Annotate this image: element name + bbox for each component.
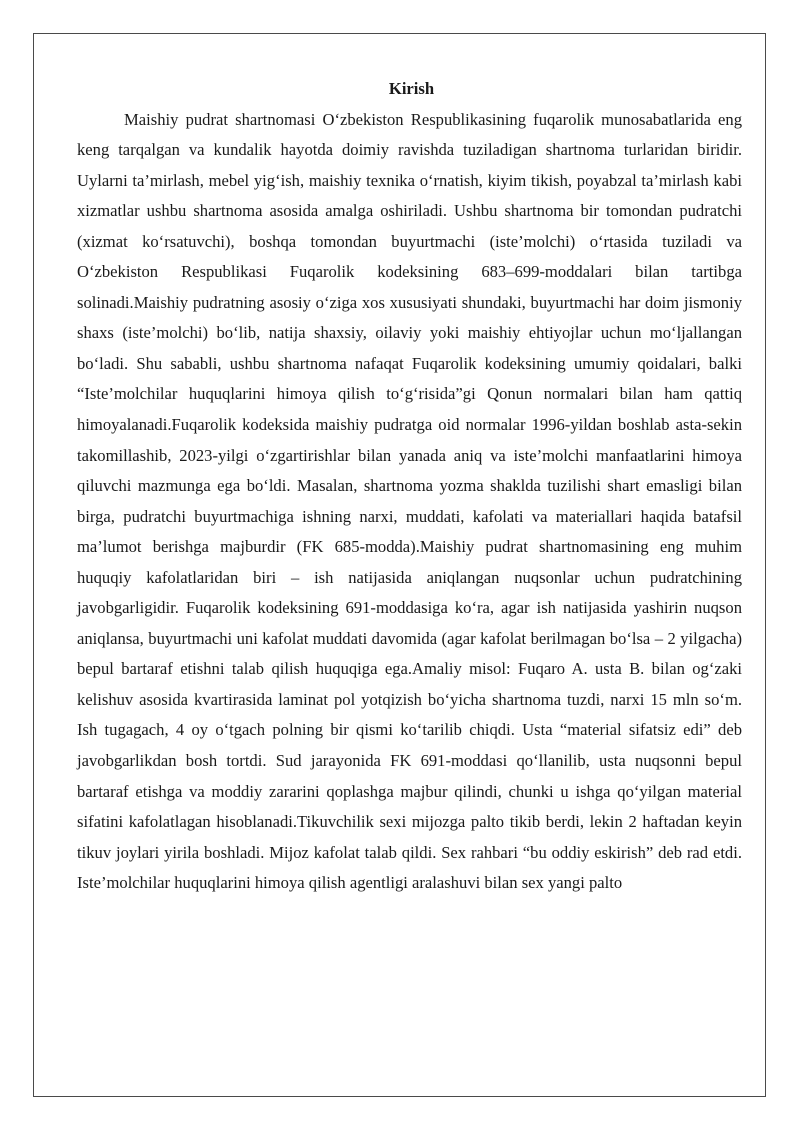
document-title: Kirish xyxy=(388,79,435,98)
body-paragraph: Maishiy pudrat shartnomasi O‘zbekiston Respublikasining fuqarolik munosabatlarida eng keng tarqalgan va kundalik hayotda doimiy ravishda tuziladigan shartnoma turlaridan biridir. Uylarni ta’mirlash, mebel yig‘ish, maishiy texnika o‘rnatish, kiyim tikish, poyabzal ta’mirlash kabi xizmatlar ushbu shartnoma asosida amalga oshiriladi. Ushbu shartnoma bir tomondan pudratchi (xizmat ko‘rsatuvchi), boshqa tomondan buyurtmachi (iste’molchi) o‘rtasida tuziladi va O‘zbekiston Respublikasi Fuqarolik kodeksining 683–699-moddalari bilan tartibga solinadi.Maishiy pudratning asosiy o‘ziga xos xususiyati shundaki, buyurtmachi har doim jismoniy shaxs (iste’molchi) bo‘lib, natija shaxsiy, oilaviy yoki maishiy ehtiyojlar uchun mo‘ljallangan bo‘ladi. Shu sababli, ushbu shartnoma nafaqat Fuqarolik kodeksining umumiy qoidalari, balki “Iste’molchilar huquqlarini himoya qilish to‘g‘risida”gi Qonun normalari bilan ham qattiq himoyalanadi.Fuqarolik kodeksida maishiy pudratga oid normalar 1996-yildan boshlab asta-sekin takomillashib, 2023-yilgi o‘zgartirishlar bilan yanada aniq va iste’molchi manfaatlarini himoya qiluvchi mazmunga ega bo‘ldi. Masalan, shartnoma yozma shaklda tuzilishi shart emasligi bilan birga, pudratchi buyurtmachiga ishning narxi, muddati, kafolati va materiallari haqida batafsil ma’lumot berishga majburdir (FK 685-modda).Maishiy pudrat shartnomasining eng muhim huquqiy kafolatlaridan biri – ish natijasida aniqlangan nuqsonlar uchun pudratchining javobgarligidir. Fuqarolik kodeksining 691-moddasiga ko‘ra, agar ish natijasida yashirin nuqson aniqlansa, buyurtmachi uni kafolat muddati davomida (agar kafolat berilmagan bo‘lsa – 2 yilgacha) bepul bartaraf etishni talab qilish huquqiga ega.Amaliy misol: Fuqaro A. usta B. bilan og‘zaki kelishuv asosida kvartirasida laminat pol yotqizish bo‘yicha shartnoma tuzdi, narxi 15 mln so‘m. Ish tugagach, 4 oy o‘tgach polning bir qismi ko‘tarilib chiqdi. Usta “material sifatsiz edi” deb javobgarlikdan bosh tortdi. Sud jarayonida FK 691-moddasi qo‘llanilib, usta nuqsonni bepul bartaraf etishga va moddiy zararini qoplashga majbur qilindi, chunki u ishga qo‘yilgan material sifatini kafolatlagan hisoblanadi.Tikuvchilik sexi mijozga palto tikib berdi, lekin 2 haftadan keyin tikuv joylari yirila boshladi. Mijoz kafolat talab qildi. Sex rahbari “bu oddiy eskirish” deb rad etdi. Iste’molchilar huquqlarini himoya qilish agentligi aralashuvi bilan sex yangi palto xyxy=(77,109,742,893)
document-body xyxy=(77,74,742,899)
